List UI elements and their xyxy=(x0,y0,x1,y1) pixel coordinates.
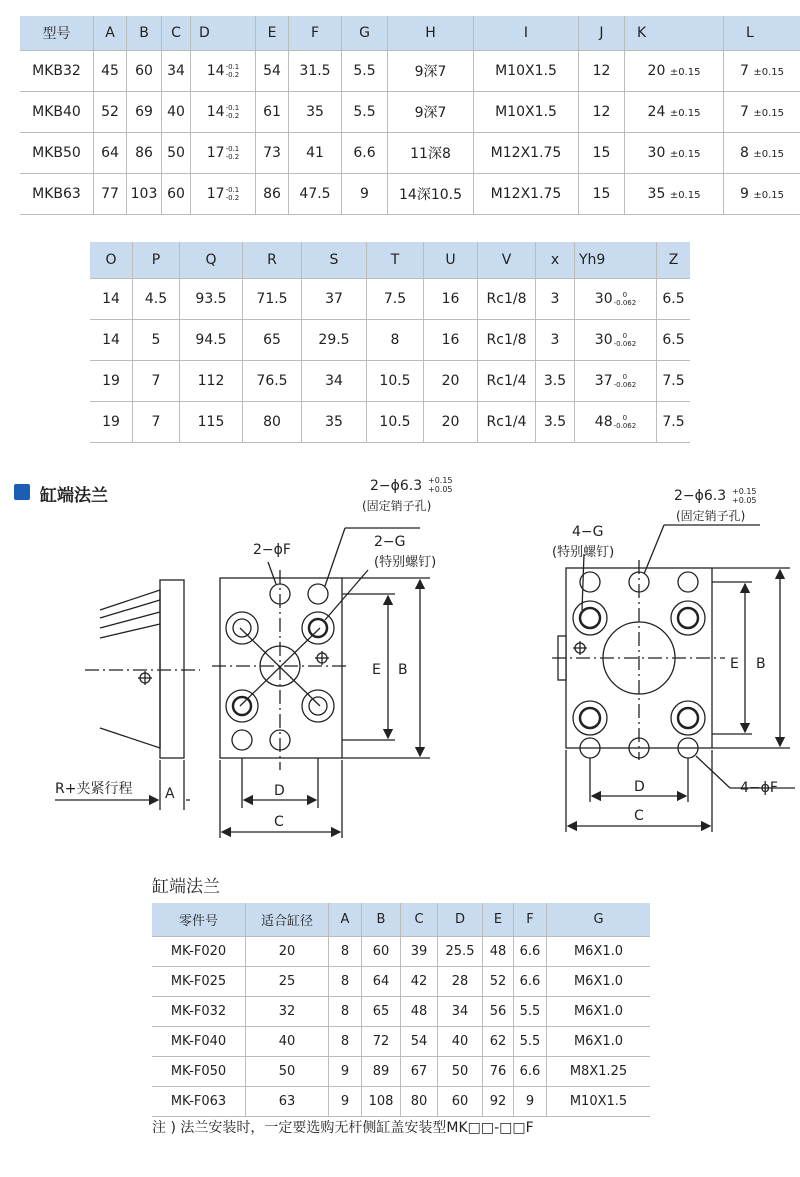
cell-d-value: 17 xyxy=(206,186,225,202)
col-header-l: L xyxy=(724,16,800,51)
cell-d-tolerance xyxy=(226,63,240,79)
cell-model: MKB63 xyxy=(20,174,94,215)
table-row xyxy=(90,361,690,402)
cell-g: 9 xyxy=(342,174,388,215)
cell-l xyxy=(724,51,800,92)
cell-yh9 xyxy=(575,320,657,361)
tol-lower: -0.2 xyxy=(225,112,240,120)
cell-d: 34 xyxy=(438,997,483,1027)
cell-l xyxy=(724,133,800,174)
cell-e: 92 xyxy=(483,1087,514,1117)
col-header-t: T xyxy=(367,242,424,279)
label-pin-hole-right: 2−ϕ6.3 xyxy=(674,488,727,504)
table-header-row xyxy=(90,242,690,279)
table-row xyxy=(90,279,690,320)
cell-r: 71.5 xyxy=(243,279,302,320)
cell-model: MKB40 xyxy=(20,92,94,133)
cell-k-tolerance: ±0.15 xyxy=(669,190,701,201)
flange-table-title: 缸端法兰 xyxy=(152,877,220,897)
cell-k xyxy=(625,133,724,174)
table-row xyxy=(20,133,800,174)
cell-e: 73 xyxy=(256,133,289,174)
cell-d xyxy=(191,92,256,133)
cell-v: Rc1/8 xyxy=(478,279,536,320)
cell-k-tolerance: ±0.15 xyxy=(669,149,701,160)
cell-d: 40 xyxy=(438,1027,483,1057)
cell-l-tolerance: ±0.15 xyxy=(753,149,785,160)
flange-table xyxy=(152,903,650,1117)
label-dim-d-right: D xyxy=(634,779,645,795)
table-row xyxy=(152,1087,650,1117)
label-dim-e-left: E xyxy=(372,662,381,678)
cell-yh9-tolerance xyxy=(614,414,637,430)
cell-a: 52 xyxy=(94,92,127,133)
col-header-s: S xyxy=(302,242,367,279)
label-pin-hole-right-tol-lo: +0.05 xyxy=(732,496,757,505)
col-header-x: x xyxy=(536,242,575,279)
cell-l xyxy=(724,92,800,133)
cell-d: 50 xyxy=(438,1057,483,1087)
cell-model: MKB32 xyxy=(20,51,94,92)
cell-b: 103 xyxy=(127,174,162,215)
cell-l-value: 7 xyxy=(739,104,749,120)
cell-g: M6X1.0 xyxy=(547,937,651,967)
cell-a: 8 xyxy=(329,967,362,997)
cell-x: 3.5 xyxy=(536,402,575,443)
cell-o: 19 xyxy=(90,361,133,402)
cell-u: 20 xyxy=(424,402,478,443)
cell-model: MKB50 xyxy=(20,133,94,174)
cell-c: 48 xyxy=(401,997,438,1027)
cell-h: 9深7 xyxy=(388,92,474,133)
cell-a: 77 xyxy=(94,174,127,215)
cell-yh9-value: 30 xyxy=(594,291,613,307)
tol-lower: -0.2 xyxy=(225,71,240,79)
cell-c: 34 xyxy=(162,51,191,92)
tol-upper: 0 xyxy=(622,332,628,340)
cell-part-no: MK-F063 xyxy=(152,1087,246,1117)
cell-a: 9 xyxy=(329,1057,362,1087)
cell-bore: 20 xyxy=(246,937,329,967)
cell-e: 62 xyxy=(483,1027,514,1057)
table-row xyxy=(152,1057,650,1087)
label-clamp-stroke: R+夹紧行程 xyxy=(55,781,133,797)
cell-v: Rc1/4 xyxy=(478,402,536,443)
cell-p: 7 xyxy=(133,361,180,402)
col-header-b: B xyxy=(362,903,401,937)
cell-l-value: 8 xyxy=(739,145,749,161)
cell-yh9-tolerance xyxy=(614,332,637,348)
cell-bore: 25 xyxy=(246,967,329,997)
section-title: 缸端法兰 xyxy=(40,486,108,506)
tol-upper: 0 xyxy=(622,414,628,422)
cell-g: M8X1.25 xyxy=(547,1057,651,1087)
cell-e: 76 xyxy=(483,1057,514,1087)
tol-upper: -0.1 xyxy=(225,104,240,112)
col-header-z: Z xyxy=(657,242,691,279)
col-header-a: A xyxy=(329,903,362,937)
label-dim-b-left: B xyxy=(398,662,408,678)
cell-o: 14 xyxy=(90,279,133,320)
cell-b: 64 xyxy=(362,967,401,997)
label-pin-hole-left-tol-lo: +0.05 xyxy=(428,485,453,494)
cell-q: 93.5 xyxy=(180,279,243,320)
cell-s: 37 xyxy=(302,279,367,320)
table-row xyxy=(152,967,650,997)
cell-g: M10X1.5 xyxy=(547,1087,651,1117)
cell-k-value: 35 xyxy=(647,186,666,202)
cell-a: 8 xyxy=(329,1027,362,1057)
table-row xyxy=(90,402,690,443)
cell-g: M6X1.0 xyxy=(547,967,651,997)
cell-p: 5 xyxy=(133,320,180,361)
cell-e: 54 xyxy=(256,51,289,92)
label-dim-c-right: C xyxy=(634,808,644,824)
cell-h: 9深7 xyxy=(388,51,474,92)
cell-o: 19 xyxy=(90,402,133,443)
tol-upper: -0.1 xyxy=(225,186,240,194)
cell-z: 7.5 xyxy=(657,402,691,443)
col-header-d: D xyxy=(191,16,256,51)
cell-z: 6.5 xyxy=(657,279,691,320)
tol-upper: -0.1 xyxy=(225,145,240,153)
cell-part-no: MK-F032 xyxy=(152,997,246,1027)
cell-p: 4.5 xyxy=(133,279,180,320)
cell-t: 7.5 xyxy=(367,279,424,320)
cell-d-value: 17 xyxy=(206,145,225,161)
cell-l-tolerance: ±0.15 xyxy=(753,67,785,78)
cell-part-no: MK-F050 xyxy=(152,1057,246,1087)
col-header-f: F xyxy=(514,903,547,937)
cell-h: 14深10.5 xyxy=(388,174,474,215)
table-row xyxy=(20,174,800,215)
cell-c: 50 xyxy=(162,133,191,174)
col-header-o: O xyxy=(90,242,133,279)
cell-t: 10.5 xyxy=(367,402,424,443)
col-header-model: 型号 xyxy=(20,16,94,51)
cell-d xyxy=(191,51,256,92)
cell-e: 48 xyxy=(483,937,514,967)
cell-d xyxy=(191,133,256,174)
tol-lower: -0.062 xyxy=(613,340,637,348)
cell-f: 31.5 xyxy=(289,51,342,92)
cell-j: 15 xyxy=(579,133,625,174)
cell-k-value: 30 xyxy=(647,145,666,161)
cell-f: 35 xyxy=(289,92,342,133)
label-dim-d-left: D xyxy=(274,783,285,799)
cell-b: 60 xyxy=(127,51,162,92)
cell-i: M12X1.75 xyxy=(474,174,579,215)
table-row xyxy=(152,937,650,967)
col-header-c: C xyxy=(401,903,438,937)
cell-g: 5.5 xyxy=(342,92,388,133)
label-screw-2g: 2−G xyxy=(374,534,406,550)
col-header-i: I xyxy=(474,16,579,51)
label-dim-b-right: B xyxy=(756,656,766,672)
table-row xyxy=(152,1027,650,1057)
cell-x: 3 xyxy=(536,320,575,361)
col-header-k: K xyxy=(625,16,724,51)
label-hole-4f: 4−ϕF xyxy=(740,780,778,796)
cell-k xyxy=(625,174,724,215)
cell-bore: 63 xyxy=(246,1087,329,1117)
col-header-u: U xyxy=(424,242,478,279)
col-header-v: V xyxy=(478,242,536,279)
col-header-g: G xyxy=(342,16,388,51)
cell-j: 15 xyxy=(579,174,625,215)
cell-x: 3 xyxy=(536,279,575,320)
tol-upper: -0.1 xyxy=(225,63,240,71)
col-header-j: J xyxy=(579,16,625,51)
col-header-d: D xyxy=(438,903,483,937)
cell-q: 94.5 xyxy=(180,320,243,361)
cell-yh9-tolerance xyxy=(614,291,637,307)
tol-lower: -0.062 xyxy=(613,381,637,389)
cell-s: 35 xyxy=(302,402,367,443)
cell-g: 6.6 xyxy=(342,133,388,174)
label-dim-e-right: E xyxy=(730,656,739,672)
cell-part-no: MK-F025 xyxy=(152,967,246,997)
table-row xyxy=(152,997,650,1027)
cell-e: 86 xyxy=(256,174,289,215)
col-header-r: R xyxy=(243,242,302,279)
cell-s: 34 xyxy=(302,361,367,402)
cell-l-tolerance: ±0.15 xyxy=(753,108,785,119)
cell-v: Rc1/4 xyxy=(478,361,536,402)
cell-k-value: 24 xyxy=(647,104,666,120)
cell-yh9 xyxy=(575,279,657,320)
col-header-b: B xyxy=(127,16,162,51)
cell-c: 60 xyxy=(162,174,191,215)
label-screw-4g: 4−G xyxy=(572,524,604,540)
label-pin-hole-right-tol-up: +0.15 xyxy=(732,487,757,496)
front-view-left xyxy=(212,528,430,838)
cell-f: 41 xyxy=(289,133,342,174)
cell-u: 16 xyxy=(424,320,478,361)
cell-q: 112 xyxy=(180,361,243,402)
cell-u: 20 xyxy=(424,361,478,402)
cell-j: 12 xyxy=(579,51,625,92)
flange-note: 注 ) 法兰安装时，一定要选购无杆侧缸盖安装型MK□□-□□F xyxy=(152,1120,534,1136)
cell-yh9-value: 48 xyxy=(594,414,613,430)
col-header-bore: 适合缸径 xyxy=(246,903,329,937)
cell-k-tolerance: ±0.15 xyxy=(669,108,701,119)
cell-l-tolerance: ±0.15 xyxy=(753,190,785,201)
cell-k-value: 20 xyxy=(647,63,666,79)
table-header-row xyxy=(20,16,800,51)
cell-f: 6.6 xyxy=(514,937,547,967)
cell-i: M12X1.75 xyxy=(474,133,579,174)
cell-d-tolerance xyxy=(226,145,240,161)
table-header-row xyxy=(152,903,650,937)
cell-o: 14 xyxy=(90,320,133,361)
dimension-table-1 xyxy=(20,16,800,215)
cell-p: 7 xyxy=(133,402,180,443)
cell-k xyxy=(625,51,724,92)
cell-g: 5.5 xyxy=(342,51,388,92)
col-header-p: P xyxy=(133,242,180,279)
dimension-table-2 xyxy=(90,242,690,443)
cell-c: 42 xyxy=(401,967,438,997)
cell-yh9 xyxy=(575,402,657,443)
cell-e: 61 xyxy=(256,92,289,133)
cell-d-value: 14 xyxy=(206,104,225,120)
cell-d: 25.5 xyxy=(438,937,483,967)
cell-c: 80 xyxy=(401,1087,438,1117)
cell-yh9-value: 30 xyxy=(594,332,613,348)
col-header-c: C xyxy=(162,16,191,51)
cell-yh9-value: 37 xyxy=(594,373,613,389)
cell-f: 5.5 xyxy=(514,1027,547,1057)
cell-bore: 32 xyxy=(246,997,329,1027)
label-pin-hole-left-note: (固定销子孔) xyxy=(362,499,432,513)
label-pin-hole-right-note: (固定销子孔) xyxy=(676,509,746,523)
cell-x: 3.5 xyxy=(536,361,575,402)
col-header-e: E xyxy=(256,16,289,51)
cell-part-no: MK-F040 xyxy=(152,1027,246,1057)
cell-g: M6X1.0 xyxy=(547,997,651,1027)
cell-f: 9 xyxy=(514,1087,547,1117)
cell-b: 89 xyxy=(362,1057,401,1087)
tol-upper: 0 xyxy=(622,291,628,299)
cell-h: 11深8 xyxy=(388,133,474,174)
col-header-f: F xyxy=(289,16,342,51)
cell-f: 6.6 xyxy=(514,967,547,997)
col-header-yh9: Yh9 xyxy=(575,242,657,279)
side-view xyxy=(55,580,200,810)
cell-r: 80 xyxy=(243,402,302,443)
tol-lower: -0.062 xyxy=(613,299,637,307)
cell-i: M10X1.5 xyxy=(474,51,579,92)
cell-t: 8 xyxy=(367,320,424,361)
cell-c: 40 xyxy=(162,92,191,133)
cell-b: 86 xyxy=(127,133,162,174)
cell-a: 9 xyxy=(329,1087,362,1117)
label-screw-2g-note: (特别螺钉) xyxy=(374,555,437,570)
cell-k xyxy=(625,92,724,133)
cell-r: 65 xyxy=(243,320,302,361)
cell-f: 5.5 xyxy=(514,997,547,1027)
label-pin-hole-left-tol-up: +0.15 xyxy=(428,476,453,485)
cell-q: 115 xyxy=(180,402,243,443)
cell-b: 69 xyxy=(127,92,162,133)
cell-z: 6.5 xyxy=(657,320,691,361)
cell-f: 47.5 xyxy=(289,174,342,215)
cell-c: 67 xyxy=(401,1057,438,1087)
cell-j: 12 xyxy=(579,92,625,133)
tol-upper: 0 xyxy=(622,373,628,381)
cell-d-tolerance xyxy=(226,104,240,120)
cell-v: Rc1/8 xyxy=(478,320,536,361)
cell-z: 7.5 xyxy=(657,361,691,402)
cell-b: 108 xyxy=(362,1087,401,1117)
cell-r: 76.5 xyxy=(243,361,302,402)
cell-l-value: 7 xyxy=(739,63,749,79)
cell-b: 72 xyxy=(362,1027,401,1057)
cell-l-value: 9 xyxy=(739,186,749,202)
cell-d: 28 xyxy=(438,967,483,997)
cell-s: 29.5 xyxy=(302,320,367,361)
cell-b: 60 xyxy=(362,937,401,967)
label-dim-a: A xyxy=(165,786,175,802)
cell-a: 8 xyxy=(329,937,362,967)
cell-a: 45 xyxy=(94,51,127,92)
label-pin-hole-left: 2−ϕ6.3 xyxy=(370,478,423,494)
label-hole-2f: 2−ϕF xyxy=(253,542,291,558)
cell-e: 56 xyxy=(483,997,514,1027)
cell-a: 64 xyxy=(94,133,127,174)
tol-lower: -0.2 xyxy=(225,194,240,202)
table-row xyxy=(90,320,690,361)
flange-drawing xyxy=(0,470,800,850)
col-header-part-no: 零件号 xyxy=(152,903,246,937)
table-row xyxy=(20,51,800,92)
cell-f: 6.6 xyxy=(514,1057,547,1087)
cell-d-tolerance xyxy=(226,186,240,202)
cell-e: 52 xyxy=(483,967,514,997)
tol-lower: -0.062 xyxy=(613,422,637,430)
cell-a: 8 xyxy=(329,997,362,1027)
label-dim-c-left: C xyxy=(274,814,284,830)
label-screw-4g-note: (特别螺钉) xyxy=(552,545,615,560)
table-row xyxy=(20,92,800,133)
cell-d-value: 14 xyxy=(206,63,225,79)
cell-g: M6X1.0 xyxy=(547,1027,651,1057)
cell-c: 39 xyxy=(401,937,438,967)
cell-d xyxy=(191,174,256,215)
cell-b: 65 xyxy=(362,997,401,1027)
cell-l xyxy=(724,174,800,215)
cell-d: 60 xyxy=(438,1087,483,1117)
cell-bore: 40 xyxy=(246,1027,329,1057)
cell-bore: 50 xyxy=(246,1057,329,1087)
col-header-q: Q xyxy=(180,242,243,279)
cell-yh9 xyxy=(575,361,657,402)
cell-k-tolerance: ±0.15 xyxy=(669,67,701,78)
cell-yh9-tolerance xyxy=(614,373,637,389)
tol-lower: -0.2 xyxy=(225,153,240,161)
col-header-h: H xyxy=(388,16,474,51)
col-header-g: G xyxy=(547,903,651,937)
cell-i: M10X1.5 xyxy=(474,92,579,133)
cell-part-no: MK-F020 xyxy=(152,937,246,967)
col-header-a: A xyxy=(94,16,127,51)
cell-c: 54 xyxy=(401,1027,438,1057)
cell-t: 10.5 xyxy=(367,361,424,402)
col-header-e: E xyxy=(483,903,514,937)
cell-u: 16 xyxy=(424,279,478,320)
